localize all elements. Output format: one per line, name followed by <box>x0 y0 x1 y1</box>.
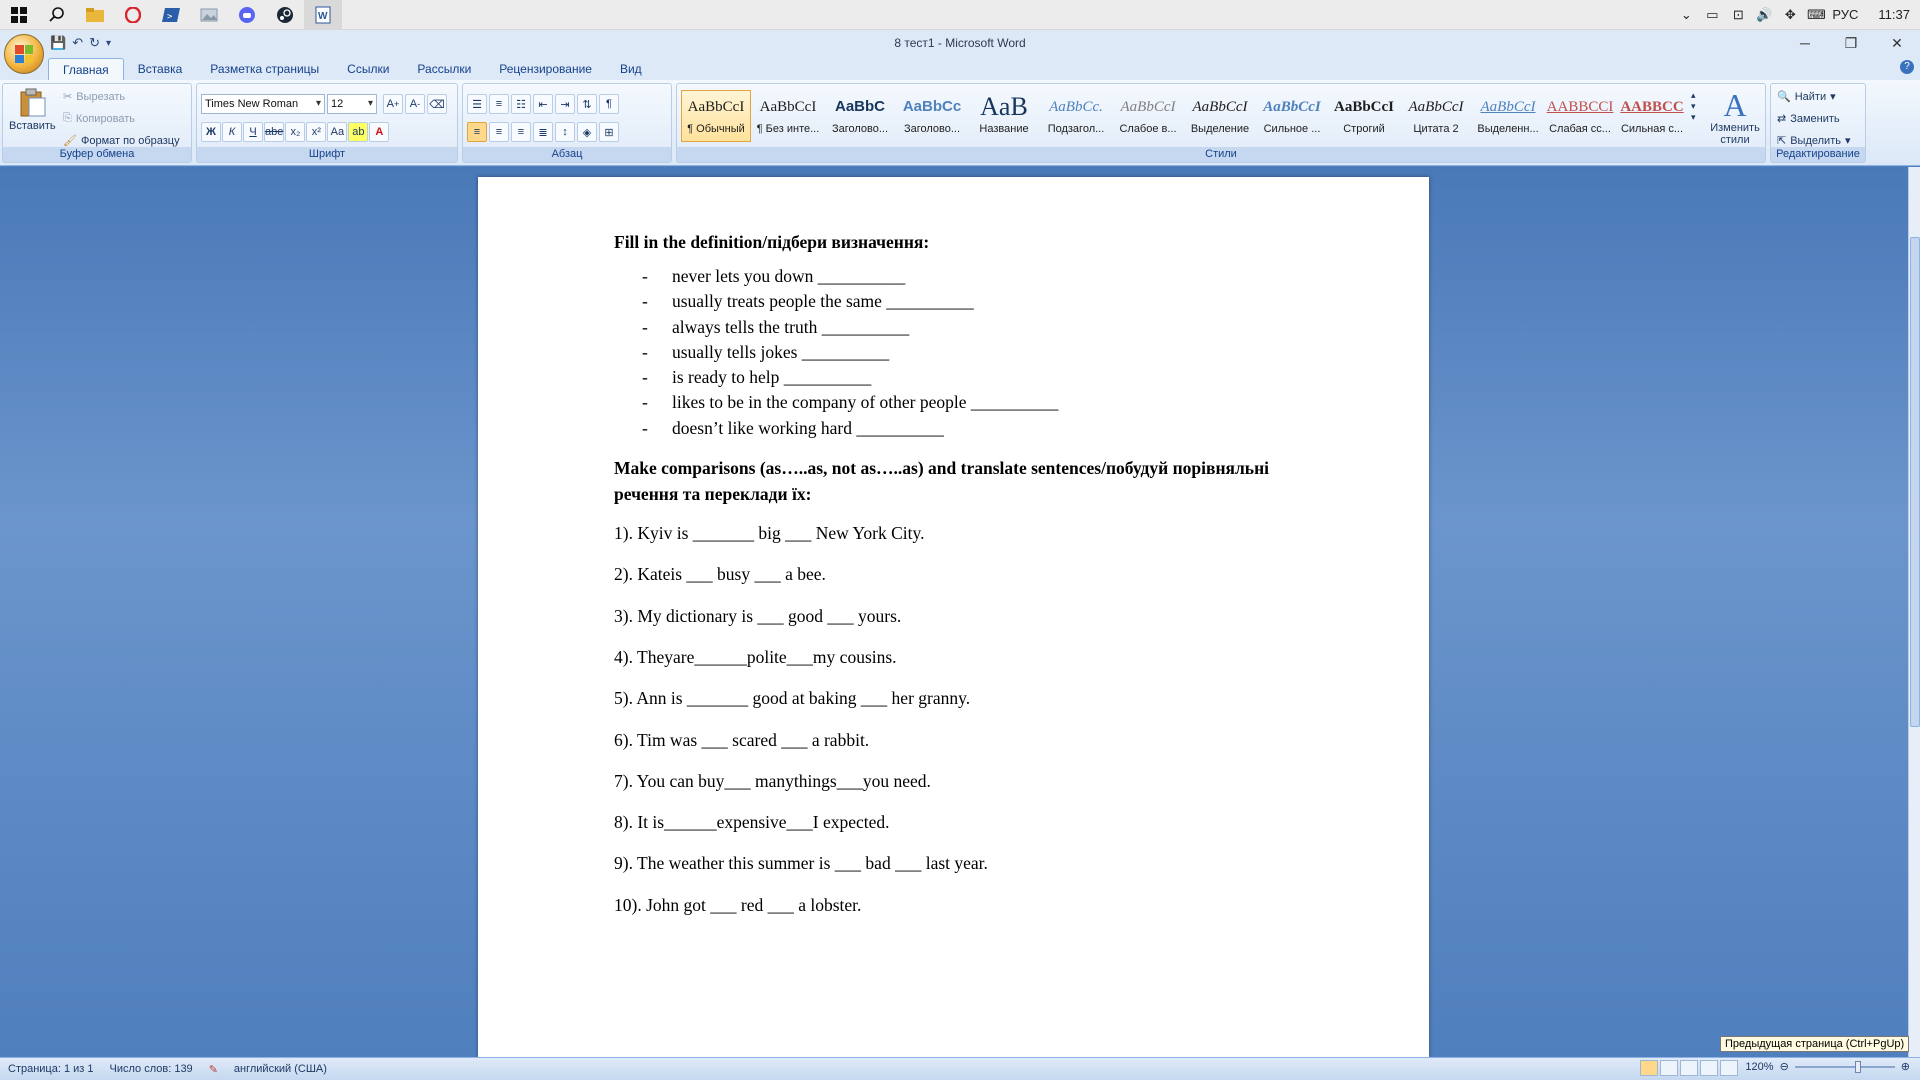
style-name: Подзагол... <box>1047 123 1105 135</box>
section-heading-comparisons: Make comparisons (as…..as, not as…..as) and translate sentences/побудуй порівняльні речення та переклади їх: <box>614 458 1270 505</box>
minimize-button[interactable]: ─ <box>1800 35 1810 51</box>
chevron-down-icon: ▾ <box>1830 91 1836 103</box>
list-item: - never lets you down __________ <box>642 266 906 286</box>
list-item: - usually treats people the same __________ <box>642 291 974 312</box>
list-item: - usually tells jokes __________ <box>642 341 890 362</box>
decrease-indent-icon[interactable]: ⇤ <box>533 94 553 114</box>
language-indicator[interactable]: РУС <box>1832 7 1859 22</box>
styles-scroll <box>1691 90 1696 123</box>
tab-mailings[interactable]: Рассылки <box>417 62 472 76</box>
cursor-icon: ⇱ <box>1777 135 1787 147</box>
list-item-text: always tells the truth __________ <box>672 316 910 337</box>
redo-icon[interactable]: ↻ <box>89 35 100 50</box>
style-intense-quote[interactable] <box>1473 90 1543 142</box>
svg-text:>: > <box>167 11 173 22</box>
underline-icon[interactable]: Ч <box>243 122 263 142</box>
style-sample: AABBCCI <box>1546 99 1614 115</box>
strikethrough-icon[interactable]: abe <box>264 122 284 142</box>
clock[interactable]: 11:37 <box>1878 7 1910 22</box>
styles-group <box>676 83 1766 163</box>
tooltip: Предыдущая страница (Ctrl+PgUp) <box>1720 1036 1909 1052</box>
list-item-text: usually tells jokes __________ <box>672 341 890 362</box>
view-buttons <box>1640 1060 1738 1076</box>
zoom-in-icon[interactable]: ⊕ <box>1900 1061 1910 1073</box>
list-item: - always tells the truth __________ <box>642 316 910 337</box>
replace-label: Заменить <box>1790 112 1840 125</box>
style-subtle-reference[interactable] <box>1545 90 1615 142</box>
dropbox-icon[interactable]: ✥ <box>1784 6 1796 22</box>
style-name: Сильная с... <box>1620 123 1684 135</box>
scroll-down-icon[interactable]: ▾ <box>1691 101 1696 111</box>
font-group <box>196 83 458 163</box>
font-format-buttons <box>201 122 389 142</box>
tab-references[interactable]: Ссылки <box>347 62 390 76</box>
cut-button[interactable] <box>63 90 125 103</box>
select-label: Выделить <box>1790 134 1841 147</box>
photos-icon[interactable] <box>190 0 228 30</box>
style-name: Выделение <box>1190 123 1250 135</box>
multilevel-list-icon[interactable]: ☷ <box>511 94 531 114</box>
editing-group <box>1770 83 1866 163</box>
style-name: Название <box>979 123 1029 135</box>
style-name: ¶ Обычный <box>687 123 745 135</box>
windows-taskbar <box>0 0 1920 30</box>
style-name: Сильное ... <box>1263 123 1321 135</box>
list-item: - is ready to help __________ <box>642 367 872 388</box>
list-item: - likes to be in the company of other people __________ <box>642 392 1059 413</box>
battery-icon[interactable]: ▭ <box>1706 6 1719 22</box>
section-heading-definitions: Fill in the definition/підбери визначення: <box>614 232 930 252</box>
qat-customize-icon[interactable]: ▾ <box>106 37 112 49</box>
style-sample: AABBCC <box>1620 99 1684 115</box>
brush-icon: 🖌 <box>63 135 77 147</box>
help-icon[interactable]: ? <box>1900 60 1914 74</box>
exercise-sentence: 2). Kateis ___ busy ___ a bee. <box>614 564 826 585</box>
tab-view[interactable]: Вид <box>619 62 642 76</box>
style-normal[interactable] <box>681 90 751 142</box>
zoom-slider-thumb[interactable] <box>1855 1061 1861 1073</box>
discord-icon[interactable] <box>228 0 266 30</box>
format-painter-button[interactable] <box>63 134 180 147</box>
zoom-control <box>1745 1060 1910 1073</box>
font-size-buttons <box>383 94 447 114</box>
increase-indent-icon[interactable]: ⇥ <box>555 94 575 114</box>
word-count[interactable]: Число слов: 139 <box>109 1063 193 1075</box>
style-name: ¶ Без инте... <box>756 123 820 135</box>
powershell-icon[interactable] <box>152 0 190 30</box>
document-page[interactable] <box>478 177 1429 1057</box>
style-name: Цитата 2 <box>1413 123 1459 135</box>
window-controls <box>1782 30 1920 56</box>
format-painter-label: Формат по образцу <box>80 134 180 147</box>
copy-label: Копировать <box>75 112 136 125</box>
style-sample: AaBbCcI <box>1480 99 1536 115</box>
paragraph-group <box>462 83 672 163</box>
web-layout-icon[interactable] <box>1680 1060 1698 1076</box>
exercise-sentence: 8). It is______expensive___I expected. <box>614 812 890 833</box>
exercise-sentence: 7). You can buy___ manythings___you need. <box>614 770 931 791</box>
line-spacing-icon[interactable]: ↕ <box>555 122 575 142</box>
volume-icon[interactable]: 🔊 <box>1756 6 1773 22</box>
ribbon <box>0 80 1920 166</box>
ribbon-tabs <box>0 56 1920 80</box>
search-icon[interactable] <box>38 0 76 30</box>
undo-icon[interactable]: ↶ <box>72 35 84 50</box>
paste-label: Вставить <box>9 120 56 132</box>
numbering-icon[interactable]: ≡ <box>489 94 509 114</box>
copy-button[interactable] <box>63 112 135 125</box>
file-explorer-icon[interactable] <box>76 0 114 30</box>
style-sample: AaBbCcI <box>1263 99 1321 115</box>
font-color-icon[interactable]: A <box>369 122 389 142</box>
tab-page-layout[interactable]: Разметка страницы <box>210 62 320 76</box>
tab-review[interactable]: Рецензирование <box>499 62 592 76</box>
exercise-sentence: 5). Ann is _______ good at baking ___ her granny. <box>614 688 971 709</box>
list-item-text: usually treats people the same __________ <box>672 291 974 312</box>
pilcrow-icon[interactable]: ¶ <box>599 94 619 114</box>
vertical-scrollbar[interactable] <box>1908 167 1920 1057</box>
style-heading-1[interactable] <box>825 90 895 142</box>
exercise-sentence: 6). Tim was ___ scared ___ a rabbit. <box>614 729 870 750</box>
style-subtle-emphasis[interactable] <box>1113 90 1183 142</box>
style-sample: AaBbCcI <box>759 99 817 115</box>
style-heading-2[interactable] <box>897 90 967 142</box>
opera-icon[interactable] <box>114 0 152 30</box>
styles-label: Стили <box>677 147 1765 162</box>
change-styles-button[interactable] <box>1707 88 1763 146</box>
shrink-font-icon[interactable]: A - <box>405 94 425 114</box>
chevron-up-icon[interactable]: ⌄ <box>1680 6 1692 22</box>
style-name: Заголово... <box>903 123 961 135</box>
zoom-slider[interactable] <box>1795 1066 1895 1068</box>
editing-label: Редактирование <box>1771 147 1865 162</box>
bullets-icon[interactable]: ☰ <box>467 94 487 114</box>
tab-home[interactable]: Главная <box>48 58 124 80</box>
style-strong[interactable] <box>1329 90 1399 142</box>
status-bar <box>0 1057 1920 1080</box>
change-case-icon[interactable]: Aa <box>327 122 347 142</box>
select-button[interactable] <box>1777 134 1851 147</box>
style-sample: AaBbCcI <box>1408 99 1464 115</box>
clipboard-group <box>2 83 192 163</box>
style-emphasis[interactable] <box>1185 90 1255 142</box>
find-button[interactable] <box>1777 90 1836 103</box>
page-counter[interactable]: Страница: 1 из 1 <box>8 1063 94 1075</box>
grow-font-icon[interactable]: A + <box>383 94 403 114</box>
style-sample: AaBbCcI <box>687 99 745 115</box>
exercise-sentence: 1). Kyiv is _______ big ___ New York City. <box>614 523 925 544</box>
copy-icon: ⎘ <box>63 112 72 124</box>
sort-icon[interactable]: ⇅ <box>577 94 597 114</box>
svg-text:W: W <box>318 10 328 22</box>
paste-icon <box>17 88 47 118</box>
subscript-icon[interactable]: x₂ <box>285 122 305 142</box>
borders-icon[interactable]: ⊞ <box>599 122 619 142</box>
tab-insert[interactable]: Вставка <box>137 62 183 76</box>
font-family-select[interactable]: Times New Roman ▾ <box>201 94 325 114</box>
restore-button[interactable]: ❐ <box>1844 34 1858 51</box>
clear-formatting-icon[interactable]: ⌫ <box>427 94 447 114</box>
draft-icon[interactable] <box>1720 1060 1738 1076</box>
change-styles-icon: A <box>1723 87 1747 123</box>
language-status[interactable]: английский (США) <box>233 1063 327 1075</box>
style-sample: AaBbCc. <box>1049 99 1103 115</box>
superscript-icon[interactable]: x² <box>306 122 326 142</box>
clipboard-label: Буфер обмена <box>3 147 191 162</box>
steam-icon[interactable] <box>266 0 304 30</box>
keyboard-icon[interactable]: ⌨ <box>1806 6 1826 22</box>
exercise-sentence: 10). John got ___ red ___ a lobster. <box>614 894 862 915</box>
style-sample: AaBbCcI <box>1192 99 1248 115</box>
style-intense-emphasis[interactable] <box>1257 90 1327 142</box>
style-sample: AaBbCcI <box>1333 99 1394 115</box>
list-item-text: never lets you down __________ <box>672 266 906 286</box>
office-logo-icon <box>15 45 33 63</box>
style-sample: AaBbC <box>834 98 885 115</box>
highlight-icon[interactable]: ab <box>348 122 368 142</box>
scrollbar-thumb[interactable] <box>1910 237 1920 727</box>
align-left-icon[interactable]: ≡ <box>467 122 487 142</box>
style-no-spacing[interactable] <box>753 90 823 142</box>
full-screen-reading-icon[interactable] <box>1660 1060 1678 1076</box>
binoculars-icon: 🔍 <box>1777 91 1791 103</box>
exercise-sentence: 3). My dictionary is ___ good ___ yours. <box>614 605 902 626</box>
network-icon[interactable]: ⊡ <box>1732 6 1744 22</box>
window-title: 8 тест1 - Microsoft Word <box>894 36 1026 50</box>
italic-icon[interactable]: К <box>222 122 242 142</box>
more-styles-icon[interactable]: ▾ <box>1691 112 1696 122</box>
document-body[interactable] <box>614 229 1334 934</box>
definitions-list <box>642 264 1334 441</box>
zoom-out-icon[interactable]: ⊖ <box>1779 1061 1789 1073</box>
replace-button[interactable] <box>1777 112 1840 125</box>
zoom-level[interactable]: 120% <box>1745 1060 1774 1073</box>
paragraph-align-buttons <box>467 122 619 142</box>
office-button[interactable] <box>4 34 44 74</box>
align-center-icon[interactable]: ≡ <box>489 122 509 142</box>
spellcheck-icon[interactable]: ✎ <box>208 1063 218 1076</box>
change-styles-label: Изменить стили <box>1710 122 1760 146</box>
scissors-icon: ✂ <box>63 91 73 103</box>
style-sample: AaBbCc <box>902 98 962 115</box>
list-item: - doesn’t like working hard __________ <box>642 417 944 438</box>
list-item-text: likes to be in the company of other people __________ <box>672 392 1059 413</box>
list-item-text: doesn’t like working hard __________ <box>672 417 944 438</box>
style-sample: AaBbCcI <box>1120 99 1176 115</box>
style-name: Строгий <box>1343 123 1385 135</box>
paragraph-label: Абзац <box>463 147 671 162</box>
find-label: Найти <box>1794 90 1827 103</box>
paragraph-list-buttons <box>467 94 619 114</box>
style-quote-2[interactable] <box>1401 90 1471 142</box>
print-layout-icon[interactable] <box>1640 1060 1658 1076</box>
list-item-text: is ready to help __________ <box>672 367 872 388</box>
style-name: Заголово... <box>831 123 889 135</box>
shading-icon[interactable]: ◈ <box>577 122 597 142</box>
style-subtitle[interactable] <box>1041 90 1111 142</box>
style-sample: AaB <box>980 92 1028 121</box>
style-name: Слабая сс... <box>1549 123 1611 135</box>
bold-icon[interactable]: Ж <box>201 122 221 142</box>
word-icon[interactable] <box>304 0 342 30</box>
save-icon[interactable]: 💾 <box>50 35 67 50</box>
exercise-sentence: 9). The weather this summer is ___ bad ___ last year. <box>614 853 988 874</box>
chevron-down-icon: ▾ <box>1844 135 1851 147</box>
replace-icon: ⇄ <box>1777 113 1787 125</box>
exercise-sentence: 4). Theyare______polite___my cousins. <box>614 646 897 667</box>
outline-icon[interactable] <box>1700 1060 1718 1076</box>
font-label: Шрифт <box>197 147 457 162</box>
style-intense-reference[interactable] <box>1617 90 1687 142</box>
scroll-up-icon[interactable]: ▴ <box>1691 90 1696 100</box>
justify-icon[interactable]: ≣ <box>533 122 553 142</box>
style-name: Слабое в... <box>1119 123 1177 135</box>
style-title[interactable] <box>969 90 1039 142</box>
style-name: Выделенн... <box>1477 123 1539 135</box>
windows-start-icon[interactable] <box>0 0 38 30</box>
paste-button[interactable] <box>9 88 56 132</box>
font-size-select[interactable]: 12 ▾ <box>327 94 377 114</box>
close-button[interactable]: ✕ <box>1891 34 1903 51</box>
cut-label: Вырезать <box>76 90 126 103</box>
align-right-icon[interactable]: ≡ <box>511 122 531 142</box>
